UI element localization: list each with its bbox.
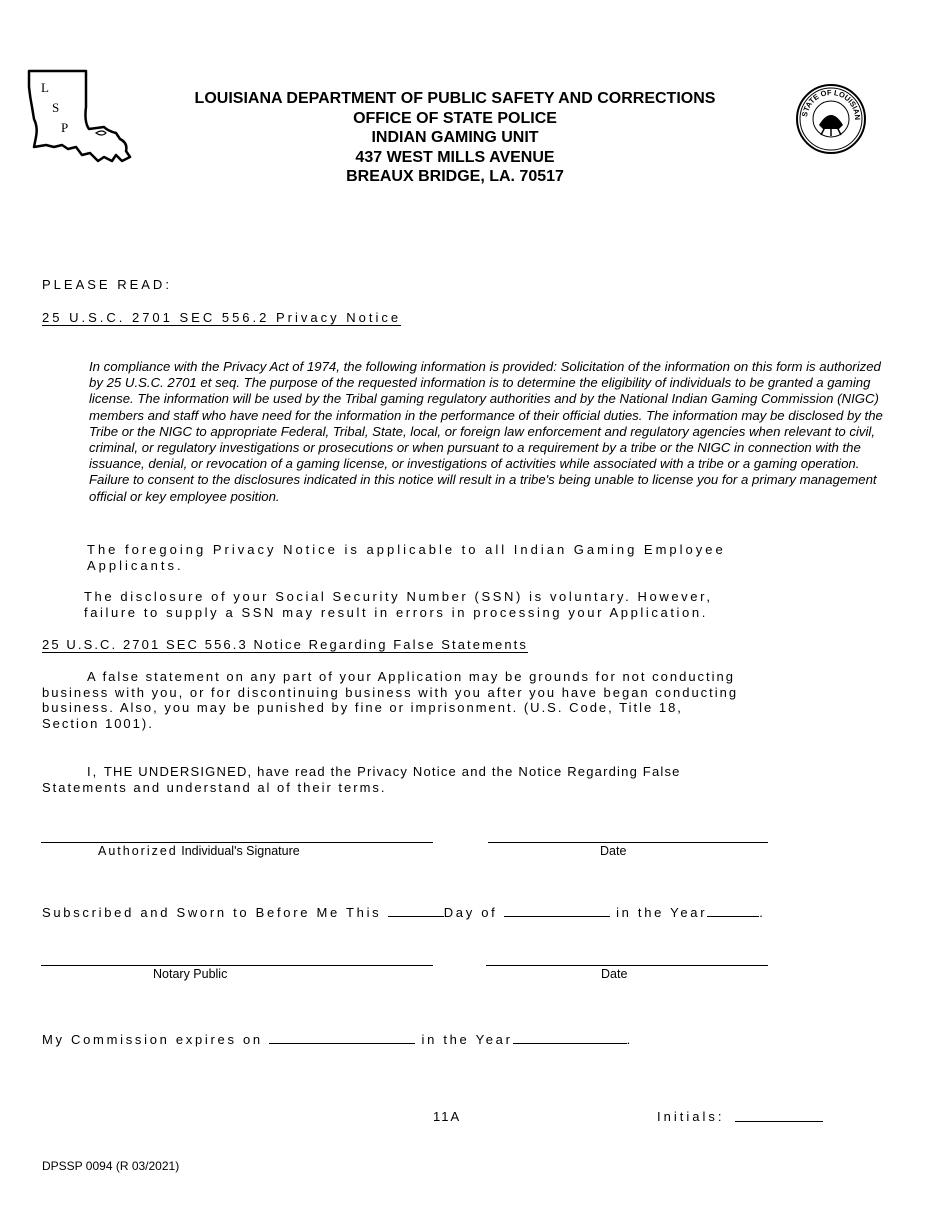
ssn-statement (84, 589, 713, 621)
please-read-label: PLEASE READ: (42, 277, 172, 292)
undersigned-line-2: Statements and understand al of their terms. (42, 780, 387, 795)
commission-year-blank[interactable] (513, 1031, 627, 1044)
logo-letter-l: L (41, 80, 49, 95)
initials-blank[interactable] (735, 1121, 823, 1122)
applicable-line-1: The foregoing Privacy Notice is applicable to all Indian Gaming Employee (87, 542, 726, 557)
form-number: DPSSP 0094 (R 03/2021) (42, 1159, 180, 1173)
ssn-line-1: The disclosure of your Social Security Number (SSN) is voluntary. However, (84, 589, 713, 604)
header-city: BREAUX BRIDGE, LA. 70517 (346, 168, 564, 185)
state-seal (795, 83, 867, 155)
commission-text-2: in the Year (421, 1032, 513, 1047)
notary-date-line[interactable] (486, 965, 768, 966)
signature-caption-authorized: Authorized (98, 844, 178, 858)
commission-statement (42, 1031, 633, 1047)
louisiana-state-outline-icon (24, 67, 134, 165)
false-statement-text (42, 669, 738, 731)
false-statement-line-3: business. Also, you may be punished by fine or imprisonment. (U.S. Code, Title 18, (42, 700, 683, 715)
header-office: OFFICE OF STATE POLICE (353, 109, 557, 127)
document-header (150, 89, 760, 187)
applicable-statement (87, 542, 726, 574)
louisiana-seal-icon (795, 83, 867, 155)
logo-letter-p: P (61, 120, 69, 135)
notary-signature-line[interactable] (41, 965, 433, 966)
commission-end: . (626, 1032, 633, 1047)
sworn-year-blank[interactable] (707, 904, 759, 917)
undersigned-pronoun: I, (87, 764, 99, 779)
sworn-month-blank[interactable] (504, 904, 610, 917)
seal-text: STATE OF LOUISIAN (800, 87, 863, 121)
ssn-line-2: failure to supply a SSN may result in errors in processing your Application. (84, 605, 708, 620)
privacy-notice-heading: 25 U.S.C. 2701 SEC 556.2 Privacy Notice (42, 310, 402, 325)
notary-date-caption: Date (601, 967, 628, 981)
signature-caption-individual: Individual's Signature (181, 844, 300, 858)
sworn-statement (42, 904, 766, 920)
undersigned-statement (42, 764, 681, 796)
signature-date-line[interactable] (488, 842, 768, 843)
false-statement-line-4: Section 1001). (42, 715, 154, 731)
sworn-text-3: in the Year (616, 905, 708, 920)
notary-caption: Notary Public (153, 967, 228, 981)
sworn-end: . (759, 905, 766, 920)
signature-date-caption: Date (600, 844, 627, 858)
undersigned-line-1: THE UNDERSIGNED, have read the Privacy Notice and the Notice Regarding False (103, 764, 681, 779)
header-street: 437 WEST MILLS AVENUE (355, 148, 555, 166)
privacy-notice-text: In compliance with the Privacy Act of 1974, the following information is provided: Solicitation of the information on this form is authorized by 25 U.S.C. 2701 et seq. The purpose of the requested information is to determine the eligibility of individuals to be granted a gaming license. The information will be used by the Tribal gaming regulatory authorities and by the National Indian Gaming Commission (NIGC) members and staff who have need for the information in the performance of their official duties. The information may be disclosed by the Tribe or the NIGC to appropriate Federal, Tribal, State, local, or foreign law enforcement and regulatory agencies when relevant to civil, criminal, or regulatory investigations or prosecutions or when pursuant to a requirement by a tribe or the NIGC in connection with the issuance, denial, or revocation of a gaming license, or investigations of activities while associated with a tribe or a gaming operation. Failure to consent to the disclosures indicated in this notice will result in a tribe's being unable to license you for a primary management official or key employee position. (89, 359, 883, 504)
commission-date-blank[interactable] (269, 1031, 415, 1044)
signature-line[interactable] (41, 842, 433, 843)
sworn-text-1: Subscribed and Sworn to Before Me This (42, 905, 382, 920)
false-statements-heading: 25 U.S.C. 2701 SEC 556.3 Notice Regarding False Statements (42, 637, 528, 652)
page-number: 11A (433, 1109, 462, 1124)
header-unit: INDIAN GAMING UNIT (371, 129, 539, 146)
false-statement-line-1: A false statement on any part of your Application may be grounds for not conducting (87, 669, 736, 684)
header-department: LOUISIANA DEPARTMENT OF PUBLIC SAFETY AND CORRECTIONS (194, 90, 716, 107)
false-statement-line-2: business with you, or for discontinuing business with you after you have began conducting (42, 684, 739, 700)
sworn-text-2: Day of (443, 905, 498, 920)
initials-label: Initials: (657, 1109, 725, 1124)
applicable-line-2: Applicants. (87, 558, 184, 573)
lsp-logo (24, 67, 134, 165)
commission-text-1: My Commission expires on (42, 1032, 263, 1047)
sworn-day-blank[interactable] (388, 904, 444, 917)
signature-caption (98, 844, 300, 858)
logo-letter-s: S (52, 100, 60, 115)
